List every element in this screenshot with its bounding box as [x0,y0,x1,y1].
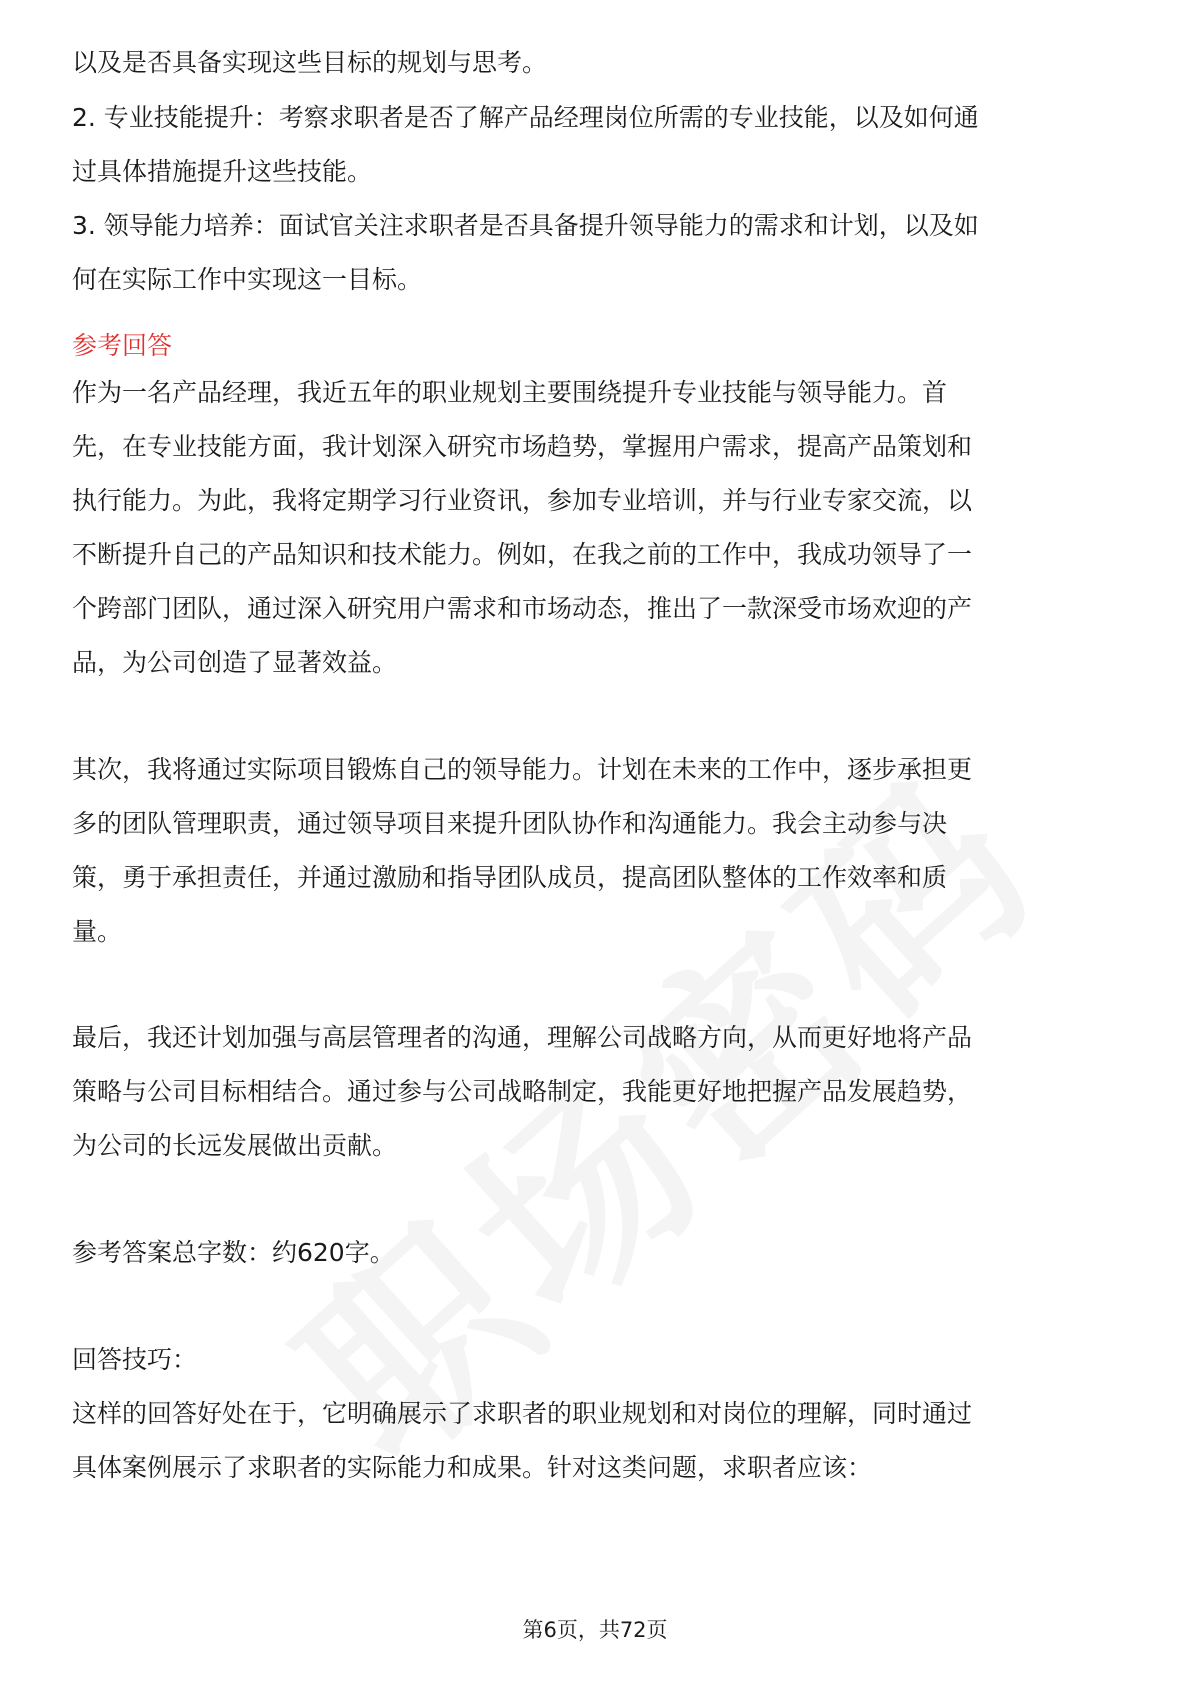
answer-heading: 参考回答 [72,331,173,360]
answer-para1-line: 个跨部门团队，通过深入研究用户需求和市场动态，推出了一款深受市场欢迎的产 [72,594,973,623]
tips-heading: 回答技巧： [72,1345,198,1374]
page-number: 第6页，共72页 [522,1618,668,1642]
answer-para3-line: 为公司的长远发展做出贡献。 [72,1131,398,1160]
answer-para1-line: 先，在专业技能方面，我计划深入研究市场趋势，掌握用户需求，提高产品策划和 [72,432,973,461]
answer-para1-line: 不断提升自己的产品知识和技术能力。例如，在我之前的工作中，我成功领导了一 [72,540,973,569]
answer-para2-line: 策，勇于承担责任，并通过激励和指导团队成员，提高团队整体的工作效率和质 [72,863,948,892]
answer-para1-line: 作为一名产品经理，我近五年的职业规划主要围绕提升专业技能与领导能力。首 [72,378,948,407]
tips-line: 具体案例展示了求职者的实际能力和成果。针对这类问题，求职者应该： [72,1453,873,1482]
point-3-line-a: 3. 领导能力培养：面试官关注求职者是否具备提升领导能力的需求和计划，以及如 [72,211,979,240]
word-count: 参考答案总字数：约620字。 [72,1238,395,1267]
answer-para3-line: 策略与公司目标相结合。通过参与公司战略制定，我能更好地把握产品发展趋势， [72,1077,973,1106]
answer-para2-line: 量。 [72,917,123,946]
point-3-line-b: 何在实际工作中实现这一目标。 [72,265,423,294]
point-2-line-b: 过具体措施提升这些技能。 [72,157,373,186]
answer-para2-line: 其次，我将通过实际项目锻炼自己的领导能力。计划在未来的工作中，逐步承担更 [72,755,973,784]
point-2-line-a: 2. 专业技能提升：考察求职者是否了解产品经理岗位所需的专业技能，以及如何通 [72,103,979,132]
intro-line: 以及是否具备实现这些目标的规划与思考。 [72,48,548,77]
answer-para1-line: 品，为公司创造了显著效益。 [72,648,398,677]
tips-line: 这样的回答好处在于，它明确展示了求职者的职业规划和对岗位的理解，同时通过 [72,1399,973,1428]
answer-para2-line: 多的团队管理职责，通过领导项目来提升团队协作和沟通能力。我会主动参与决 [72,809,948,838]
answer-para3-line: 最后，我还计划加强与高层管理者的沟通，理解公司战略方向，从而更好地将产品 [72,1023,973,1052]
answer-para1-line: 执行能力。为此，我将定期学习行业资讯，参加专业培训，并与行业专家交流，以 [72,486,973,515]
